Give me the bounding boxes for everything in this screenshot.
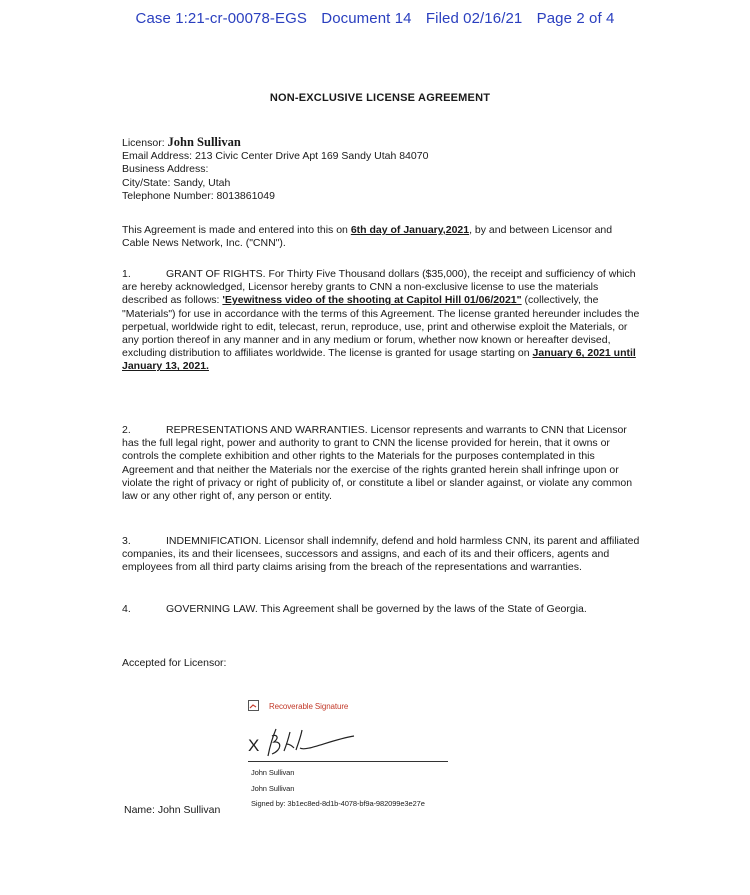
page-indicator: Page 2 of 4	[536, 10, 615, 27]
signature-line	[248, 761, 448, 762]
para1-text-b: (collectively, the "Materials") for use in accordance with the terms of this Agreement. The license granted hereunder includes the perpetual, worldwide right to edit, telecast, rerun, reproduce, use, print and otherwise exploit the Materials, or any portion thereof in any manner and in any medium or forum, whether now known or hereafter devised, excluding distribution to affiliates worldwide. The license is granted for usage starting on	[122, 294, 640, 360]
licensor-label: Licensor:	[122, 137, 168, 149]
para3-text: INDEMNIFICATION. Licensor shall indemnify, defend and hold harmless CNN, its parent and affiliated companies, its and their licensees, successors and assigns, and each of its and their officers, agents and employees from all third party claims arising from the breach of the representations and warranties.	[122, 535, 640, 574]
signer-name-1: John Sullivan	[251, 768, 295, 777]
signature-x-mark: X	[248, 736, 260, 755]
para-number: 1.	[122, 268, 131, 280]
document-number: Document 14	[321, 10, 412, 27]
signature-doc-icon	[248, 700, 259, 711]
name-field: Name: John Sullivan	[124, 804, 221, 816]
business-line: Business Address:	[122, 163, 209, 176]
materials-description: 'Eyewitness video of the shooting at Capitol Hill 01/06/2021"	[222, 294, 522, 307]
case-number: Case 1:21-cr-00078-EGS	[135, 10, 307, 27]
document-title: NON-EXCLUSIVE LICENSE AGREEMENT	[269, 92, 491, 104]
recoverable-label: Recoverable Signature	[269, 702, 349, 711]
agreement-intro	[122, 224, 642, 250]
signer-name-2: John Sullivan	[251, 784, 295, 793]
filed-date: Filed 02/16/21	[425, 10, 523, 27]
license-period: January 6, 2021 until January 13, 2021.	[122, 347, 636, 373]
agreement-pre: This Agreement is made and entered into this on	[122, 224, 351, 236]
licensor-line	[122, 136, 642, 150]
recoverable-signature	[248, 700, 348, 711]
accepted-for-licensor: Accepted for Licensor:	[122, 657, 227, 669]
para-number: 3.	[122, 535, 131, 547]
agreement-post: , by and between Licensor and Cable News Network, Inc. ("CNN").	[122, 224, 613, 250]
agreement-date: 6th day of January,2021	[350, 224, 470, 236]
licensor-name: John Sullivan	[167, 135, 241, 149]
case-header	[0, 10, 750, 27]
para1-text-a: GRANT OF RIGHTS. For Thirty Five Thousand dollars ($35,000), the receipt and sufficiency of which are hereby acknowledged, Licensor hereby grants to CNN a non-exclusive license to use the materials described as follows:	[122, 268, 636, 307]
handwritten-signature	[260, 726, 370, 760]
representations-paragraph	[122, 424, 642, 503]
phone-line: Telephone Number: 8013861049	[122, 189, 275, 202]
para2-text: REPRESENTATIONS AND WARRANTIES. Licensor represents and warrants to CNN that Licensor has the full legal right, power and authority to grant to CNN the license provided for herein, that it owns or controls the complete exhibition and other rights to the Materials for the purposes contemplated in this Agreement and that neither the Materials nor the exercise of the rights granted herein shall infringe upon or violate the right of privacy or right of publicity of, or constitute a libel or slander against, or violate any common law or any other right of, any person or entity.	[122, 424, 633, 503]
indemnification-paragraph	[122, 535, 642, 575]
city-line: City/State: Sandy, Utah	[122, 176, 231, 189]
licensor-info	[122, 136, 642, 203]
governing-law-paragraph	[122, 603, 642, 616]
signed-by-id: Signed by: 3b1ec8ed-8d1b-4078-bf9a-982099e3e27e	[251, 799, 425, 808]
para4-text: GOVERNING LAW. This Agreement shall be governed by the laws of the State of Georgia.	[166, 603, 587, 615]
para-number: 4.	[122, 603, 131, 615]
para-number: 2.	[122, 424, 131, 436]
email-line: Email Address: 213 Civic Center Drive Apt 169 Sandy Utah 84070	[122, 150, 429, 163]
grant-of-rights-paragraph	[122, 268, 642, 374]
